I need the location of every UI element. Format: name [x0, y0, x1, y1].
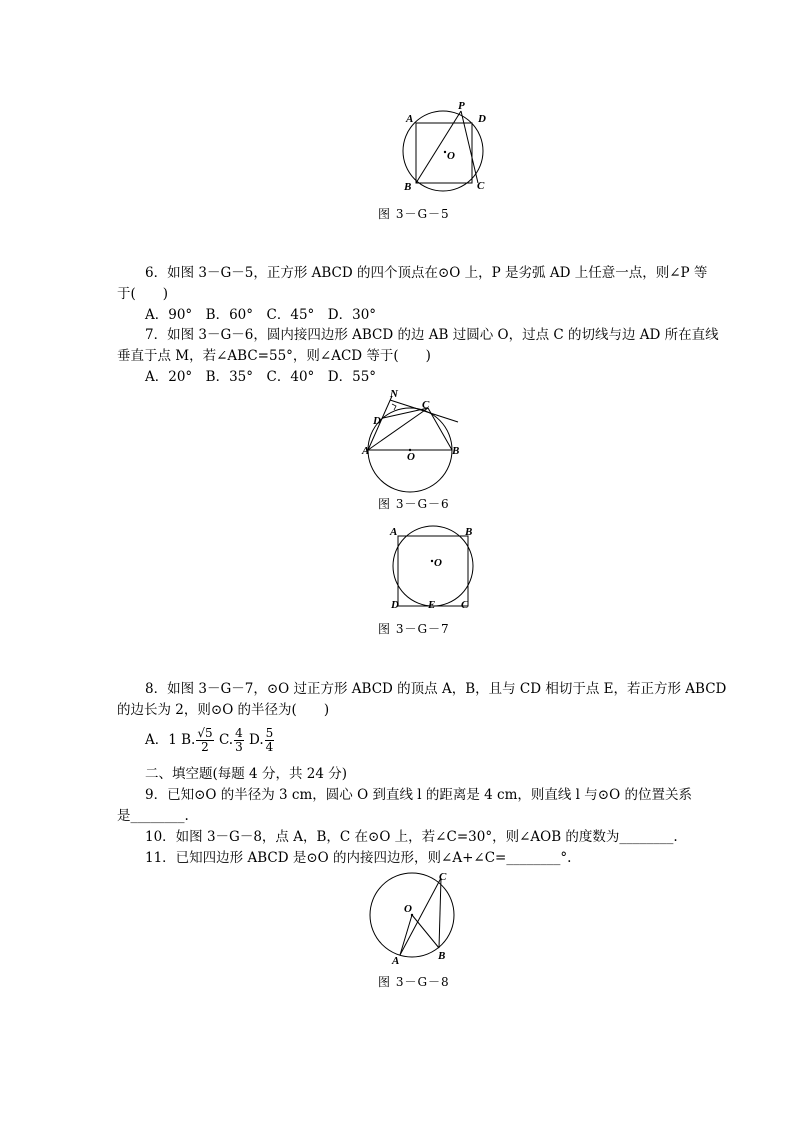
center-dot	[444, 151, 446, 153]
q8-option-d-num: 5	[265, 726, 274, 740]
label-o: O	[447, 150, 455, 162]
q7-line1: 7．如图 3－G－6，圆内接四边形 ABCD 的边 AB 过圆心 O，过点 C 的切线与边 AD 所在直线	[145, 327, 719, 343]
q6-line2: 于( )	[117, 286, 169, 302]
q6-options: A．90° B．60° C．45° D．30°	[145, 307, 377, 323]
q8-option-c-den: 3	[235, 740, 243, 754]
segment-pc	[461, 111, 478, 183]
figure-3-g-7-drawing	[388, 520, 480, 612]
figure-3-g-8-drawing	[364, 870, 464, 965]
q8-option-b-fraction	[196, 727, 213, 754]
label-o: O	[407, 451, 415, 463]
q8-option-b-num: √5	[197, 726, 213, 740]
figure-3-g-6-drawing	[362, 388, 472, 488]
square-abcd	[398, 536, 468, 606]
label-e: E	[428, 599, 436, 611]
label-a: A	[390, 526, 398, 538]
q10-line: 10．如图 3－G－8，点 A，B，C 在⊙O 上，若∠C=30°，则∠AOB 的度数为________.	[145, 829, 678, 845]
label-a: A	[392, 955, 400, 967]
figure-3-g-6	[362, 388, 472, 488]
label-c: C	[422, 399, 430, 411]
segment-pb	[416, 111, 461, 183]
label-b: B	[438, 950, 446, 962]
label-a: A	[362, 445, 370, 457]
caption-3-g-5: 图 3－G－5	[378, 207, 450, 221]
caption-3-g-6: 图 3－G－6	[378, 497, 450, 511]
caption-3-g-8: 图 3－G－8	[378, 975, 450, 989]
segment-cb	[428, 408, 452, 450]
q8-option-d-den: 4	[265, 740, 274, 754]
q8-option-c-fraction	[234, 727, 244, 754]
label-c: C	[439, 871, 447, 883]
right-angle-mark	[392, 404, 396, 410]
figure-3-g-5	[398, 98, 488, 198]
segment-cb	[439, 878, 441, 948]
label-o: O	[404, 903, 412, 915]
q7-options: A．20° B．35° C．40° D．55°	[145, 369, 377, 385]
label-d: D	[373, 415, 381, 427]
q8-option-d: D.	[249, 732, 264, 748]
q6-line1: 6．如图 3－G－5，正方形 ABCD 的四个顶点在⊙O 上，P 是劣弧 AD 上任意一点，则∠P 等	[145, 265, 708, 281]
label-a: A	[406, 113, 414, 125]
label-n: N	[390, 388, 398, 400]
q8-option-b-den: 2	[201, 740, 209, 754]
label-d: D	[478, 113, 486, 125]
label-c: C	[461, 599, 469, 611]
figure-3-g-5-drawing	[398, 98, 488, 198]
q11-line: 11．已知四边形 ABCD 是⊙O 的内接四边形，则∠A+∠C=________°.	[145, 850, 572, 866]
q8-option-a: A．1	[145, 732, 177, 748]
center-dot	[431, 560, 433, 562]
figure-3-g-8	[364, 870, 464, 965]
q8-option-d-fraction	[265, 727, 275, 754]
label-o: O	[434, 557, 442, 569]
q8-option-c: C.	[218, 732, 234, 748]
q8-options	[145, 723, 275, 757]
label-b: B	[452, 445, 460, 457]
figure-3-g-7	[388, 520, 480, 612]
q8-line1: 8．如图 3－G－7，⊙O 过正方形 ABCD 的顶点 A，B，且与 CD 相切于点 E，若正方形 ABCD	[145, 681, 727, 697]
label-b: B	[404, 181, 412, 193]
q8-option-c-num: 4	[235, 726, 243, 740]
label-c: C	[477, 180, 485, 192]
q8-option-b: B.	[181, 732, 196, 748]
q7-line2: 垂直于点 M，若∠ABC=55°，则∠ACD 等于( )	[117, 348, 431, 364]
caption-3-g-7: 图 3－G－7	[378, 622, 450, 636]
square-abcd	[416, 123, 472, 183]
label-p: P	[458, 100, 465, 112]
q9-line1: 9．已知⊙O 的半径为 3 cm，圆心 O 到直线 l 的距离是 4 cm，则直线 l 与⊙O 的位置关系	[145, 787, 692, 803]
section-2-heading: 二、填空题(每题 4 分，共 24 分)	[145, 766, 347, 782]
label-d: D	[391, 599, 399, 611]
q9-line2: 是________.	[117, 808, 189, 824]
label-b: B	[465, 526, 473, 538]
segment-ob	[412, 915, 439, 948]
q8-line2: 的边长为 2，则⊙O 的半径为( )	[117, 702, 330, 718]
circle-o	[393, 526, 473, 606]
